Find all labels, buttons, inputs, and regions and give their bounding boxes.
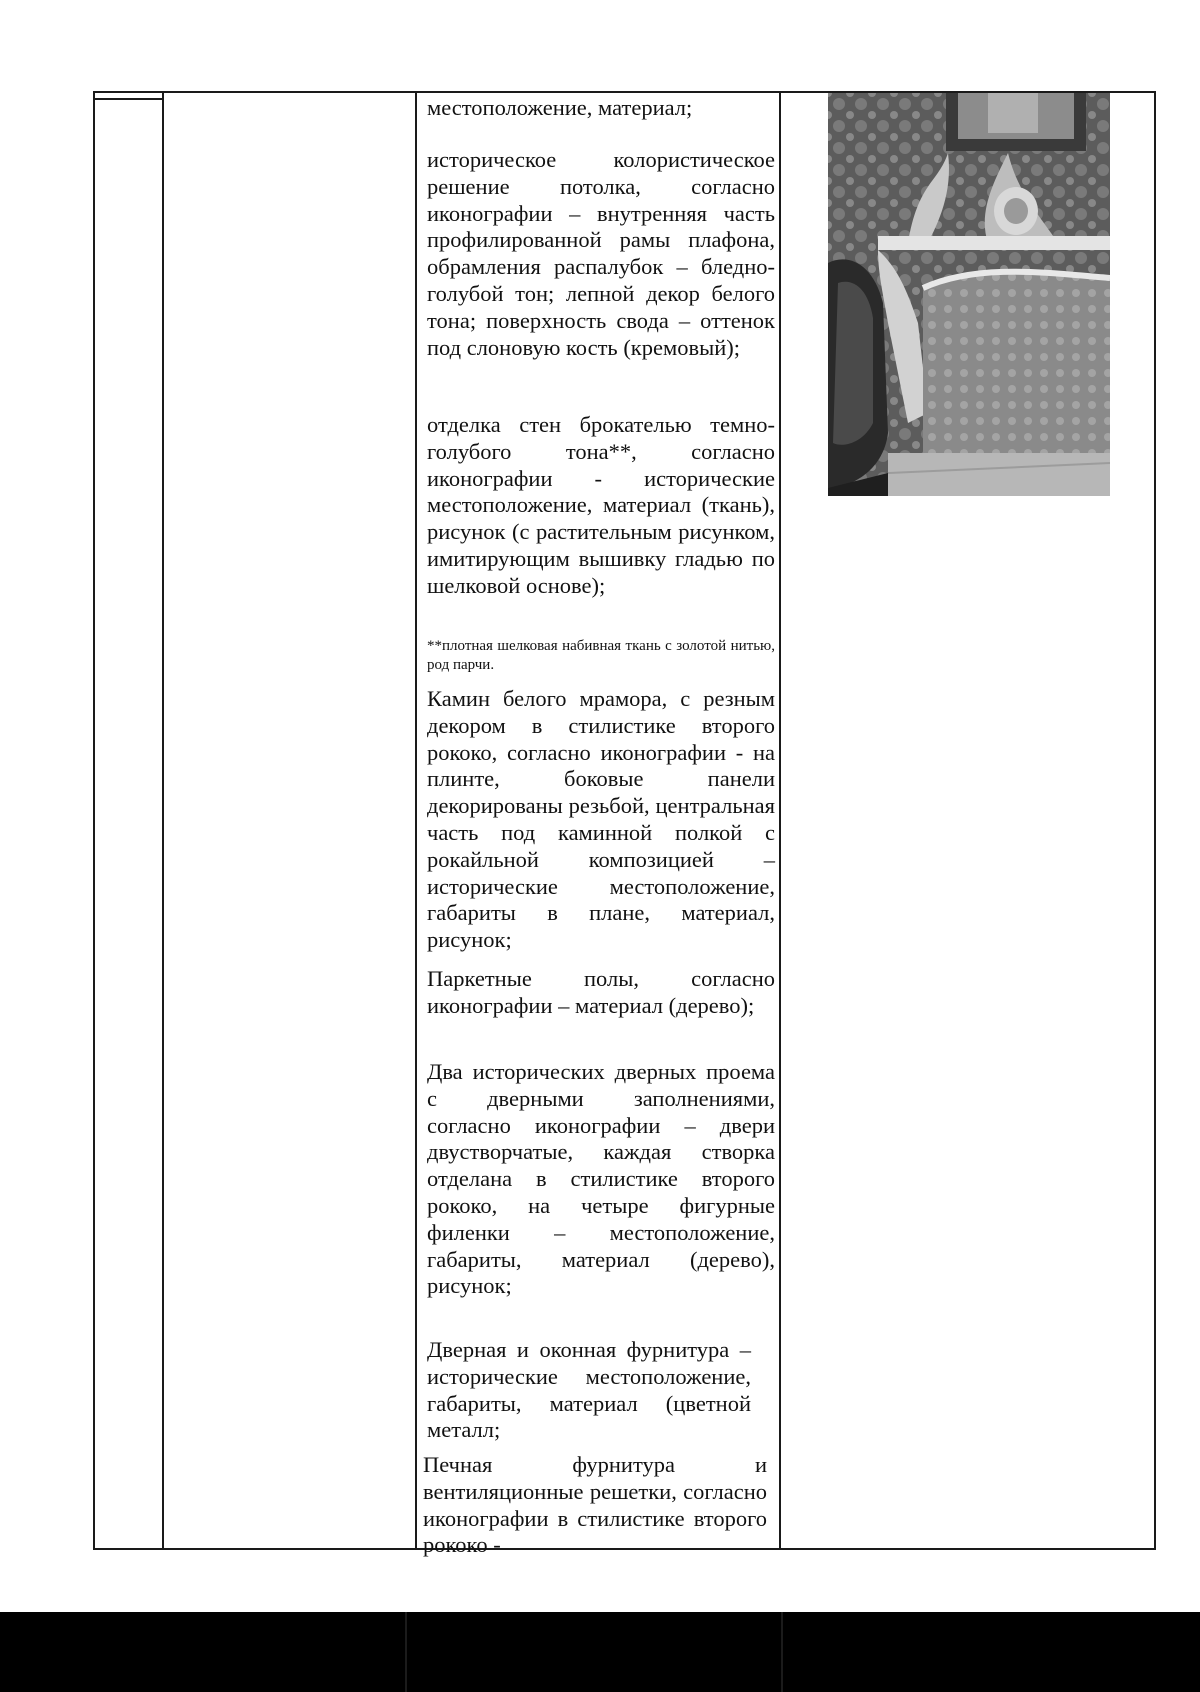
paragraph-ceiling-color: историческое колористическое решение потолка, согласно иконографии – внутренняя часть профилированной рамы плафона, обрамления распалубок – бледно-голубой тон; лепной декор белого тона; поверхность свода – оттенок под слоновую кость (кремовый); <box>427 147 775 360</box>
row-divider-left <box>93 98 163 100</box>
scan-band-seam-1 <box>405 1612 407 1692</box>
scan-bottom-band <box>0 1612 1200 1692</box>
footnote-brocatelle: **плотная шелковая набивная ткань с золотой нитью, род парчи. <box>427 638 775 673</box>
column-divider-1 <box>162 91 164 1550</box>
paragraph-doors: Два исторических дверных проема с дверными заполнениями, согласно иконографии – двери двустворчатые, каждая створка отделана в стилистике второго рококо, на четыре фигурные филенки – местоположение, габариты, материал (дерево), рисунок; <box>427 1059 775 1299</box>
table-right-border <box>1154 91 1156 1550</box>
column-divider-3 <box>779 91 781 1550</box>
paragraph-location-material: местоположение, материал; <box>427 95 693 120</box>
paragraph-hardware: Дверная и оконная фурнитура – исторические местоположение, габариты, материал (цветной металл; <box>427 1337 751 1443</box>
column-divider-2 <box>415 91 417 1550</box>
paragraph-stove-fittings: Печная фурнитура и вентиляционные решетки, согласно иконографии в стилистике второго рококо - <box>423 1452 767 1558</box>
scan-band-seam-2 <box>781 1612 783 1692</box>
interior-photo <box>828 93 1110 496</box>
paragraph-parquet: Паркетные полы, согласно иконографии – материал (дерево); <box>427 966 775 1018</box>
table-left-border <box>93 91 95 1550</box>
paragraph-fireplace: Камин белого мрамора, с резным декором в стилистике второго рококо, согласно иконографии - на плинте, боковые панели декорированы резьбой, центральная часть под каминной полкой с рокайльной композицией – исторические местоположение, габариты в плане, материал, рисунок; <box>427 686 775 953</box>
paragraph-wall-finish: отделка стен брокателью темно-голубого тона**, согласно иконографии - исторические местоположение, материал (ткань), рисунок (с растительным рисунком, имитирующим вышивку гладью по шелковой основе); <box>427 412 775 598</box>
